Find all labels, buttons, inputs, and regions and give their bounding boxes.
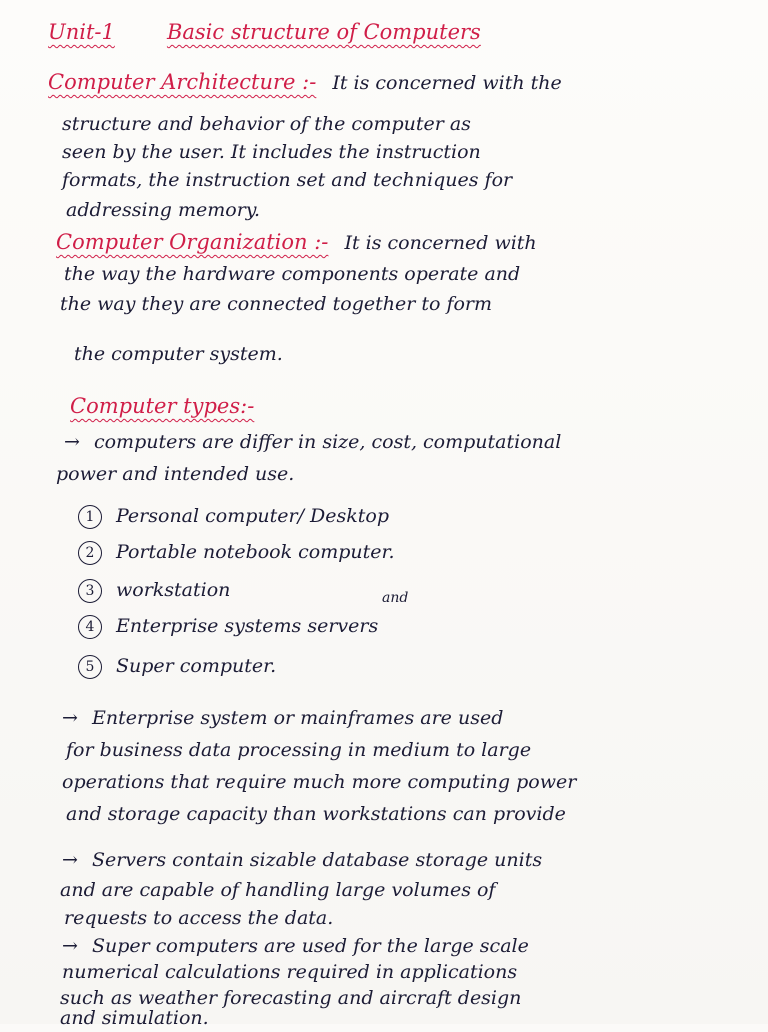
enterprise-line-4: and storage capacity than workstations can provide: [66, 803, 566, 825]
architecture-line-2: structure and behavior of the computer as: [62, 113, 471, 135]
organization-text: It is concerned with: [344, 232, 537, 254]
arrow-icon: →: [62, 849, 78, 871]
super-line-4: and simulation.: [60, 1007, 209, 1029]
arrow-icon: →: [64, 431, 80, 453]
type-item-2: [78, 538, 748, 566]
servers-line-3: requests to access the data.: [64, 907, 334, 929]
type-item-label: Portable notebook computer.: [116, 541, 395, 563]
organization-line-1: [56, 228, 748, 256]
organization-term: Computer Organization :-: [56, 230, 329, 254]
organization-line-2: the way the hardware components operate and: [64, 263, 521, 285]
type-item-4: [78, 612, 748, 640]
super-line-3: such as weather forecasting and aircraft design: [60, 987, 522, 1009]
unit-label: Unit-1: [48, 20, 115, 44]
arrow-icon: →: [62, 707, 78, 729]
item-number-badge: 2: [78, 541, 102, 565]
servers-line-1: [62, 846, 748, 874]
arrow-icon: →: [62, 935, 78, 957]
type-item-label: Personal computer/ Desktop: [116, 505, 390, 527]
types-intro-text: computers are differ in size, cost, computational: [93, 431, 562, 453]
item-number-badge: 5: [78, 655, 102, 679]
super-text: Super computers are used for the large scale: [91, 935, 529, 957]
item-number-badge: 4: [78, 615, 102, 639]
page-header: [48, 18, 748, 46]
architecture-term: Computer Architecture :-: [48, 70, 317, 94]
enterprise-text: Enterprise system or mainframes are used: [91, 707, 504, 729]
architecture-line-3: seen by the user. It includes the instruction: [62, 141, 481, 163]
type-item-1: [78, 502, 748, 530]
organization-line-4: the computer system.: [74, 343, 283, 365]
enterprise-line-2: for business data processing in medium to large: [66, 739, 532, 761]
super-line-2: numerical calculations required in applications: [62, 961, 518, 983]
insert-word: and: [382, 590, 409, 606]
type-item-label: workstation: [116, 579, 231, 601]
item-number-badge: 1: [78, 505, 102, 529]
type-item-label: Enterprise systems servers: [116, 615, 379, 637]
architecture-line-4: formats, the instruction set and techniques for: [62, 169, 513, 191]
architecture-text: It is concerned with the: [332, 72, 562, 94]
super-line-1: [62, 932, 748, 960]
type-item-label: Super computer.: [116, 655, 277, 677]
types-intro-line-1: [64, 428, 748, 456]
type-item-3: [78, 576, 748, 604]
enterprise-line-3: operations that require much more computing power: [62, 771, 577, 793]
page-title: Basic structure of Computers: [166, 20, 481, 44]
architecture-line-5: addressing memory.: [66, 199, 261, 221]
organization-line-3: the way they are connected together to form: [60, 293, 493, 315]
architecture-line-1: [48, 68, 748, 96]
types-intro-line-2: power and intended use.: [56, 463, 295, 485]
types-heading: Computer types:-: [70, 394, 255, 418]
item-number-badge: 3: [78, 579, 102, 603]
type-item-5: [78, 652, 748, 680]
servers-text: Servers contain sizable database storage units: [91, 849, 543, 871]
enterprise-line-1: [62, 704, 748, 732]
servers-line-2: and are capable of handling large volumes of: [60, 879, 496, 901]
